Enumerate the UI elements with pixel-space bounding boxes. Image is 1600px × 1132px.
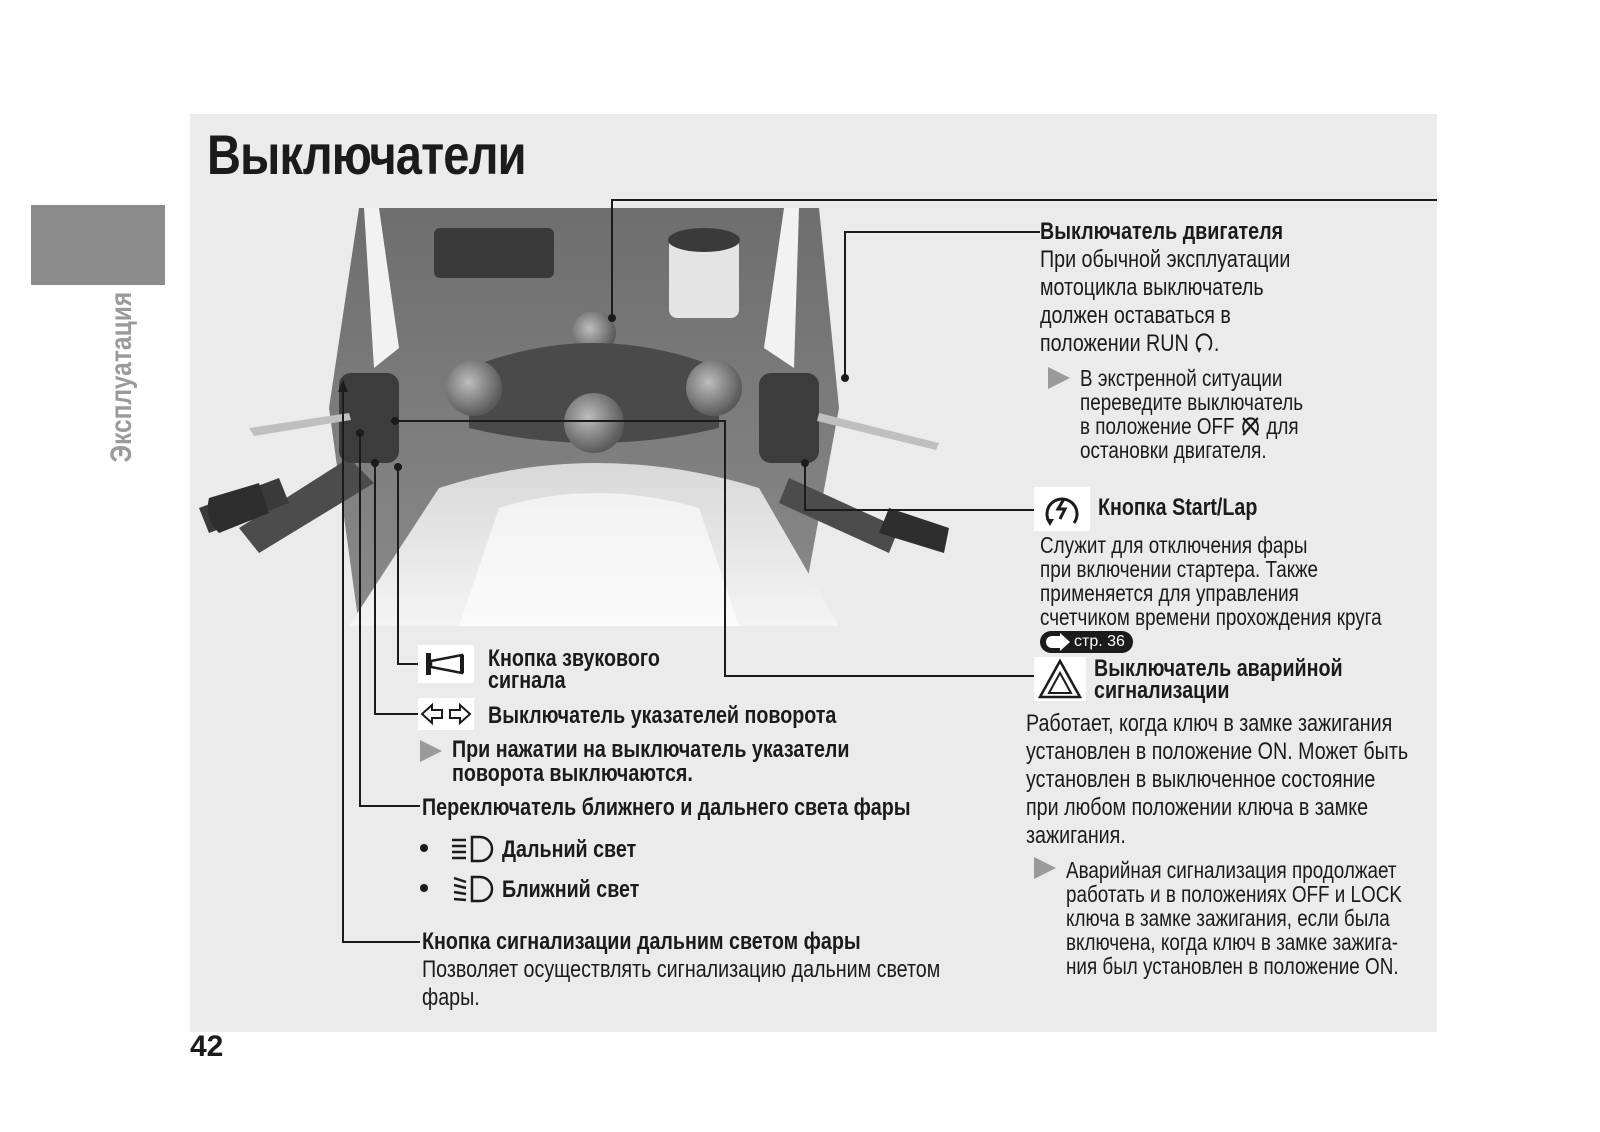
start-lap-line-3: применяется для управления <box>1040 580 1299 606</box>
start-button-icon <box>1034 487 1090 531</box>
engine-switch-note-4: остановки двигателя. <box>1080 437 1267 463</box>
hazard-heading-2: сигнализации <box>1094 677 1230 704</box>
low-beam-icon <box>450 874 498 904</box>
turn-signal-note-2: поворота выключаются. <box>452 760 693 787</box>
turn-signal-note-1: При нажатии на выключатель указатели <box>452 736 850 763</box>
horn-heading-2: сигнала <box>488 667 566 694</box>
engine-switch-note-3: в положение OFF для <box>1080 413 1299 439</box>
run-icon <box>1194 331 1214 355</box>
engine-switch-note-1: В экстренной ситуации <box>1080 365 1283 391</box>
hazard-line-1: Работает, когда ключ в замке зажигания <box>1026 710 1393 737</box>
passing-heading: Кнопка сигнализации дальним светом фары <box>422 928 861 955</box>
section-label: Эксплуатация <box>105 291 138 463</box>
hazard-line-5: зажигания. <box>1026 822 1126 849</box>
note-arrow-icon <box>1048 367 1070 389</box>
hazard-line-4: при любом положении ключа в замке <box>1026 794 1369 821</box>
engine-switch-line-1: При обычной эксплуатации <box>1040 246 1291 273</box>
start-lap-line-2: при включении стартера. Также <box>1040 556 1319 582</box>
turn-signal-heading: Выключатель указателей поворота <box>488 702 837 729</box>
hazard-icon <box>1034 657 1086 701</box>
hazard-heading-1: Выключатель аварийной <box>1094 655 1343 682</box>
low-beam-label: Ближний свет <box>502 876 640 903</box>
engine-switch-line-2: мотоцикла выключатель <box>1040 274 1264 301</box>
hazard-line-3: установлен в выключенное состояние <box>1026 766 1376 793</box>
page-ref-badge[interactable]: стр. 36 <box>1040 631 1133 653</box>
off-icon <box>1240 414 1261 438</box>
engine-switch-line-3: должен оставаться в <box>1040 302 1231 329</box>
bullet <box>420 844 428 852</box>
horn-icon <box>418 645 474 683</box>
engine-switch-line-4: положении RUN . <box>1040 330 1220 357</box>
dimmer-heading: Переключатель ближнего и дальнего света фары <box>422 794 911 821</box>
hazard-note-3: ключа в замке зажигания, если была <box>1066 905 1390 931</box>
engine-switch-note-2: переведите выключатель <box>1080 389 1304 415</box>
turn-signal-icon <box>418 698 474 730</box>
page-number: 42 <box>190 1030 224 1063</box>
section-tab <box>31 205 165 285</box>
start-lap-line-4: счетчиком времени прохождения круга <box>1040 604 1382 630</box>
handlebar-photo <box>199 208 949 626</box>
start-lap-heading: Кнопка Start/Lap <box>1098 494 1258 521</box>
page-title: Выключатели <box>207 123 526 186</box>
hazard-line-2: установлен в положение ON. Может быть <box>1026 738 1409 765</box>
hazard-note-2: работать и в положениях OFF и LOCK <box>1066 881 1402 907</box>
note-arrow-icon <box>420 740 442 762</box>
hazard-note-5: ния был установлен в положение ON. <box>1066 953 1399 979</box>
engine-switch-heading: Выключатель двигателя <box>1040 218 1284 245</box>
bullet <box>420 884 428 892</box>
passing-line-2: фары. <box>422 984 480 1011</box>
start-lap-line-1: Служит для отключения фары <box>1040 532 1308 558</box>
horn-heading-1: Кнопка звукового <box>488 645 660 672</box>
passing-line-1: Позволяет осуществлять сигнализацию дальним светом <box>422 956 941 983</box>
hazard-note-1: Аварийная сигнализация продолжает <box>1066 857 1397 883</box>
high-beam-icon <box>450 834 498 864</box>
hazard-note-4: включена, когда ключ в замке зажига- <box>1066 929 1398 955</box>
note-arrow-icon <box>1034 857 1056 879</box>
high-beam-label: Дальний свет <box>502 836 637 863</box>
